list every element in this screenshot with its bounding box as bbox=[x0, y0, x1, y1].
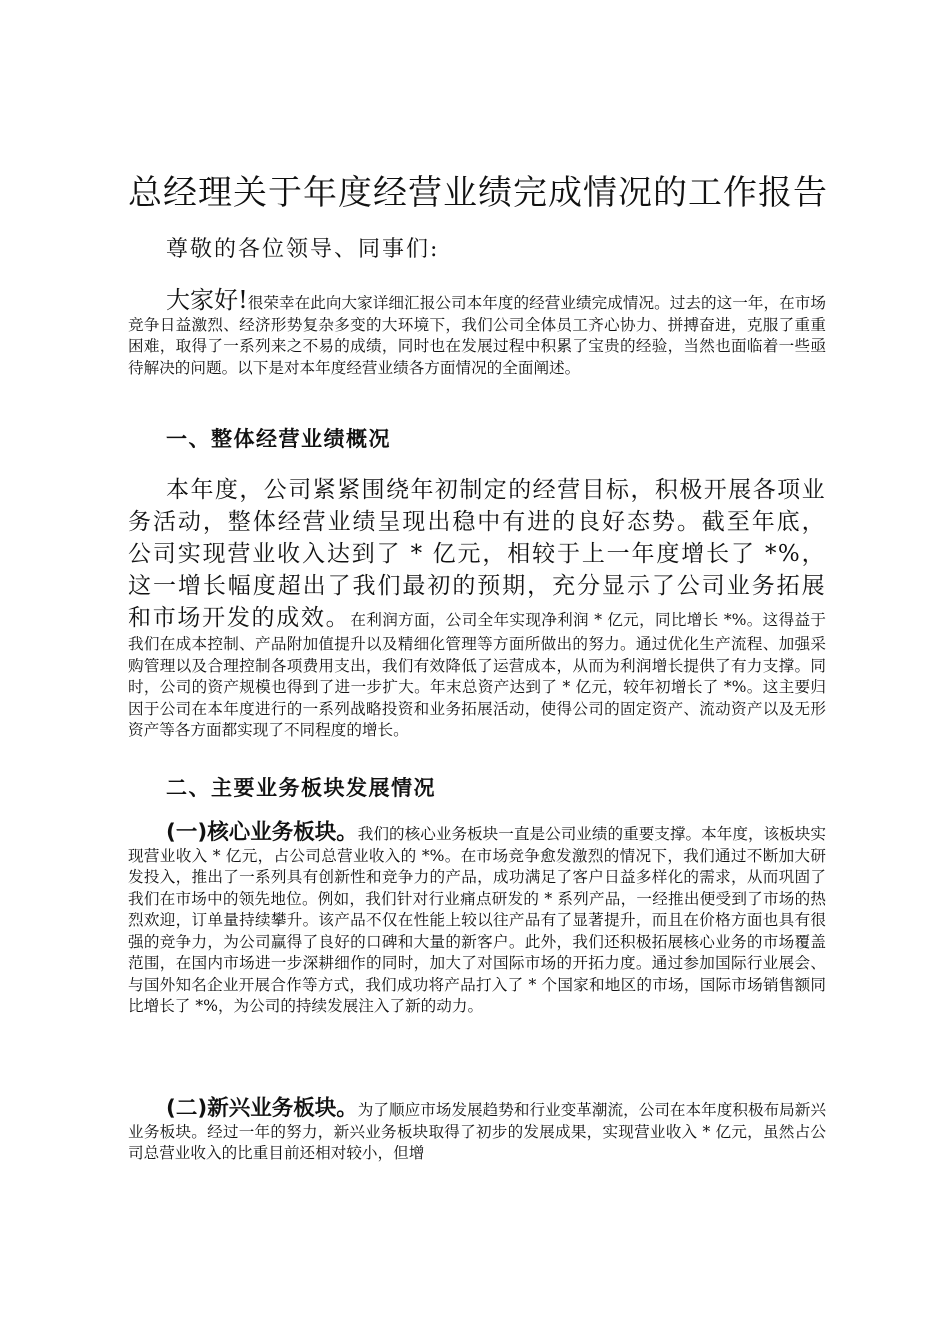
core-business-text: 我们的核心业务板块一直是公司业绩的重要支撑。本年度，该板块实现营业收入 * 亿元，占公司总营业收入的 *%。在市场竞争愈发激烈的情况下，我们通过不断加大研发投入，推出了一系列具有创新性和竞争力的产品，成功满足了客户日益多样化的需求，从而巩固了我们在市场中的领先地位。例如，我们针对行业痛点研发的 * 系列产品，一经推出便受到了市场的热烈欢迎，订单量持续攀升。该产品不仅在性能上较以往产品有了显著提升，而且在价格方面也具有很强的竞争力，为公司赢得了良好的口碑和大量的新客户。此外，我们还积极拓展核心业务的市场覆盖范围，在国内市场进一步深耕细作的同时，加大了对国际市场的开拓力度。通过参加国际行业展会、与国外知名企业开展合作等方式，我们成功将产品打入了 * 个国家和地区的市场，国际市场销售额同比增长了 *%，为公司的持续发展注入了新的动力。 bbox=[128, 825, 826, 1015]
emerging-business-paragraph bbox=[128, 1098, 826, 1165]
overview-large-text: 本年度，公司紧紧围绕年初制定的经营目标，积极开展各项业务活动，整体经营业绩呈现出稳中有进的良好态势。截至年底，公司实现营业收入达到了 * 亿元，相较于上一年度增长了 *%，这一增长幅度超出了我们最初的预期，充分显示了公司业务拓展和市场开发的成效。 bbox=[128, 477, 826, 631]
section-heading-overview: 一、整体经营业绩概况 bbox=[166, 427, 391, 451]
intro-lead: 大家好! bbox=[166, 286, 248, 314]
emerging-business-text: 为了顺应市场发展趋势和行业变革潮流，公司在本年度积极布局新兴业务板块。经过一年的努力，新兴业务板块取得了初步的发展成果，实现营业收入 * 亿元，虽然占公司总营业收入的比重目前还相对较小，但增 bbox=[128, 1101, 826, 1162]
intro-text: 很荣幸在此向大家详细汇报公司本年度的经营业绩完成情况。过去的这一年，在市场竞争日益激烈、经济形势复杂多变的大环境下，我们公司全体员工齐心协力、拼搏奋进，克服了重重困难，取得了一系列来之不易的成绩，同时也在发展过程中积累了宝贵的经验，当然也面临着一些亟待解决的问题。以下是对本年度经营业绩各方面情况的全面阐述。 bbox=[128, 294, 826, 377]
page-title: 总经理关于年度经营业绩完成情况的工作报告 bbox=[128, 173, 828, 213]
emerging-business-lead: (二)新兴业务板块。 bbox=[166, 1096, 358, 1121]
greeting: 尊敬的各位领导、同事们: bbox=[166, 237, 440, 262]
section-heading-business: 二、主要业务板块发展情况 bbox=[166, 776, 436, 800]
core-business-paragraph bbox=[128, 822, 826, 1018]
intro-paragraph bbox=[128, 286, 826, 379]
core-business-lead: (一)核心业务板块。 bbox=[166, 820, 358, 845]
overview-text: 在利润方面，公司全年实现净利润 * 亿元，同比增长 *%。这得益于我们在成本控制、产品附加值提升以及精细化管理等方面所做出的努力。通过优化生产流程、加强采购管理以及合理控制各项费用支出，我们有效降低了运营成本，从而为利润增长提供了有力支撑。同时，公司的资产规模也得到了进一步扩大。年末总资产达到了 * 亿元，较年初增长了 *%。这主要归因于公司在本年度进行的一系列战略投资和业务拓展活动，使得公司的固定资产、流动资产以及无形资产等各方面都实现了不同程度的增长。 bbox=[128, 611, 826, 739]
overview-paragraph bbox=[128, 474, 826, 742]
